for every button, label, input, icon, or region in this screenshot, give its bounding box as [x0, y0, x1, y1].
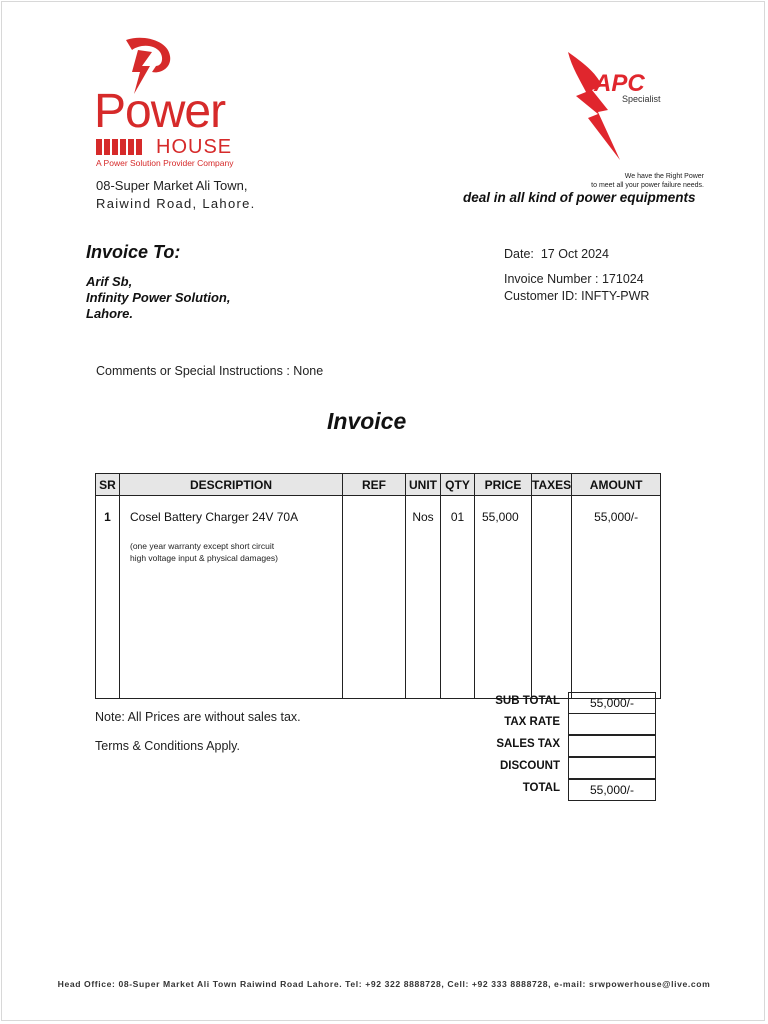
- logo-house-text: HOUSE: [156, 136, 233, 158]
- tax-rate-row: [468, 713, 658, 735]
- discount-row: [468, 757, 658, 779]
- header-sr: SR: [96, 474, 120, 496]
- item-warranty-note: [130, 540, 341, 564]
- invoice-number-row: [504, 272, 644, 286]
- tax-note: Note: All Prices are without sales tax.: [95, 710, 301, 724]
- sales-tax-label: SALES TAX: [496, 738, 560, 750]
- header-taxes: TAXES: [532, 474, 572, 496]
- tax-rate-value: [568, 713, 656, 735]
- sub-total-value: 55,000/-: [568, 692, 656, 714]
- cell-taxes: [532, 496, 572, 699]
- header-ref: REF: [343, 474, 406, 496]
- header-unit: UNIT: [406, 474, 441, 496]
- header-qty: QTY: [441, 474, 475, 496]
- table-header-row: [96, 474, 661, 496]
- date-value: 17 Oct 2024: [540, 247, 609, 261]
- sales-tax-row: [468, 735, 658, 757]
- customer-city: Lahore.: [86, 306, 133, 321]
- cell-description: [120, 496, 343, 699]
- tax-rate-label: TAX RATE: [504, 716, 560, 728]
- deal-tagline: deal in all kind of power equipments: [463, 190, 696, 205]
- date-row: [504, 247, 609, 261]
- invoice-number-label: Invoice Number :: [504, 272, 599, 286]
- logo-bars: [96, 139, 142, 155]
- invoice-to-heading: Invoice To:: [86, 242, 181, 262]
- sub-total-label: SUB TOTAL: [495, 695, 560, 707]
- discount-label: DISCOUNT: [499, 760, 560, 772]
- address-line-1: 08-Super Market Ali Town,: [96, 178, 248, 193]
- item-description: Cosel Battery Charger 24V 70A: [130, 510, 299, 524]
- cell-price: 55,000: [475, 496, 532, 699]
- terms-note: Terms & Conditions Apply.: [95, 739, 240, 753]
- apc-bolt-icon: [562, 52, 622, 162]
- warranty-note-line-1: (one year warranty except short circuit: [130, 541, 275, 551]
- cell-qty: 01: [441, 496, 475, 699]
- customer-id-row: [504, 289, 649, 303]
- customer-name: Arif Sb,: [86, 274, 133, 289]
- customer-company: Infinity Power Solution,: [86, 290, 231, 305]
- cell-unit: Nos: [406, 496, 441, 699]
- total-value: 55,000/-: [568, 779, 656, 801]
- apc-slogan-line-2: to meet all your power failure needs.: [591, 182, 704, 189]
- total-row: [468, 779, 658, 801]
- total-label: TOTAL: [522, 782, 560, 794]
- invoice-number-value: 171024: [601, 272, 644, 286]
- apc-specialist: Specialist: [622, 94, 661, 104]
- logo-power-text: Power: [94, 85, 226, 138]
- warranty-note-line-2: high voltage input & physical damages): [130, 553, 278, 563]
- date-label: Date:: [504, 247, 534, 261]
- cell-amount: 55,000/-: [572, 496, 661, 699]
- customer-id-value: INFTY-PWR: [581, 289, 650, 303]
- apc-slogan-line-1: We have the Right Power: [624, 173, 704, 180]
- cell-sr: 1: [96, 496, 120, 699]
- header-description: DESCRIPTION: [120, 474, 343, 496]
- header-amount: AMOUNT: [572, 474, 661, 496]
- logo-tagline: A Power Solution Provider Company: [96, 158, 234, 168]
- sub-total-row: [468, 692, 658, 714]
- table-row: [96, 496, 661, 699]
- comments: Comments or Special Instructions : None: [96, 364, 324, 378]
- items-table: [95, 473, 661, 699]
- apc-logo-text: APC: [594, 70, 645, 97]
- apc-slogan: [591, 172, 704, 190]
- discount-value: [568, 757, 656, 779]
- sales-tax-value: [568, 735, 656, 757]
- cell-ref: [343, 496, 406, 699]
- customer-block: [86, 274, 230, 322]
- customer-id-label: Customer ID:: [504, 289, 578, 303]
- invoice-title: Invoice: [327, 408, 407, 434]
- address-line-2: Raiwind Road, Lahore.: [96, 196, 256, 211]
- company-address: [96, 177, 256, 213]
- footer-head-office: Head Office: 08-Super Market Ali Town Raiwind Road Lahore. Tel: +92 322 8888728, Cell: +92 333 8888728, e-mail: srwpowerhouse@live.com: [57, 979, 711, 989]
- header-price: PRICE: [475, 474, 532, 496]
- power-house-logo: [92, 36, 252, 171]
- apc-logo: [562, 52, 702, 192]
